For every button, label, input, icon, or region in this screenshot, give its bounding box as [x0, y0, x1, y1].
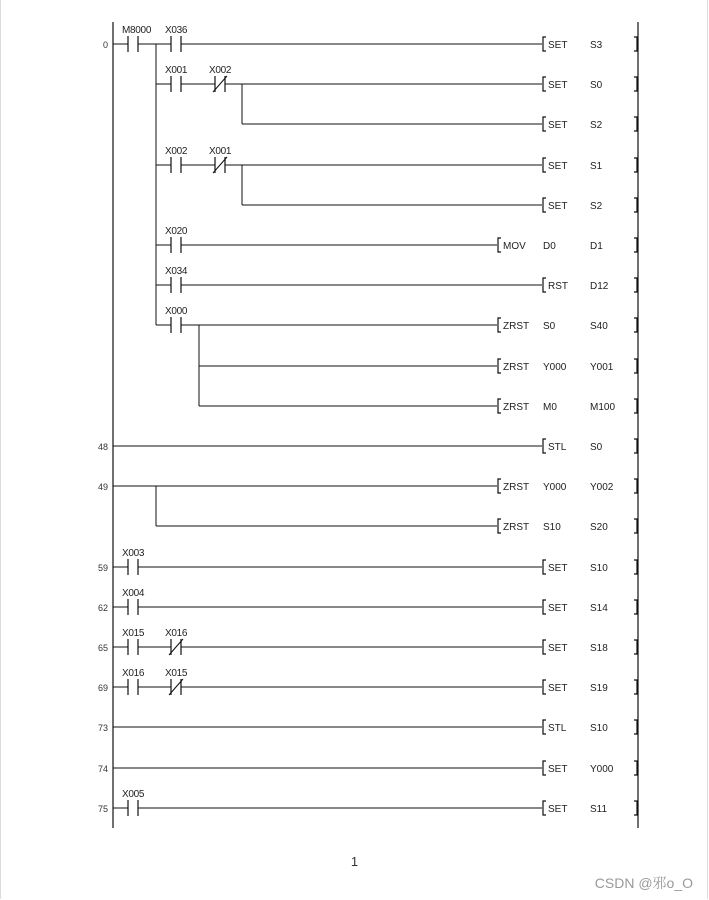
instruction-op-rst: RST	[548, 281, 568, 292]
instruction-bracket-open	[543, 600, 546, 614]
instruction-operand: S14	[590, 603, 608, 614]
step-number: 65	[97, 643, 108, 653]
step-number: 74	[97, 764, 108, 774]
instruction-operand-2: S40	[590, 321, 608, 332]
step-number: 69	[97, 683, 108, 693]
instruction-op-mov: MOV	[503, 241, 526, 252]
instruction-bracket-open	[498, 238, 501, 252]
instruction-bracket-close	[634, 318, 637, 332]
instruction-operand: S11	[590, 804, 608, 815]
instruction-bracket-open	[543, 560, 546, 574]
instruction-op-zrst: ZRST	[503, 522, 530, 533]
instruction-bracket-open	[543, 278, 546, 292]
step-number: 49	[97, 482, 108, 492]
instruction-bracket-open	[543, 439, 546, 453]
instruction-bracket-open	[543, 720, 546, 734]
instruction-operand-1: D0	[543, 241, 556, 252]
contact-label-x005: X005	[122, 789, 145, 800]
instruction-bracket-close	[634, 761, 637, 775]
instruction-operand-2: S20	[590, 522, 608, 533]
instruction-operand-1: Y000	[543, 482, 567, 493]
instruction-operand: S19	[590, 683, 608, 694]
contact-label-x001: X001	[165, 65, 188, 76]
instruction-bracket-close	[634, 640, 637, 654]
watermark-text: CSDN @邪o_O	[594, 875, 693, 891]
instruction-bracket-open	[498, 318, 501, 332]
instruction-operand-2: M100	[590, 402, 616, 413]
instruction-bracket-close	[634, 278, 637, 292]
contact-label-x034: X034	[165, 266, 188, 277]
instruction-op-zrst: ZRST	[503, 362, 530, 373]
instruction-bracket-open	[543, 37, 546, 51]
instruction-operand-2: Y002	[590, 482, 614, 493]
instruction-bracket-open	[543, 680, 546, 694]
instruction-bracket-close	[634, 439, 637, 453]
instruction-bracket-close	[634, 77, 637, 91]
instruction-operand: S10	[590, 723, 608, 734]
instruction-bracket-close	[634, 519, 637, 533]
contact-label-x020: X020	[165, 226, 188, 237]
instruction-operand: S1	[590, 161, 603, 172]
step-number: 62	[97, 603, 108, 613]
step-number: 48	[97, 442, 108, 452]
page-number: 1	[350, 854, 359, 869]
instruction-bracket-open	[543, 198, 546, 212]
instruction-bracket-close	[634, 198, 637, 212]
contact-label-x036: X036	[165, 25, 188, 36]
instruction-bracket-open	[543, 640, 546, 654]
instruction-bracket-open	[498, 359, 501, 373]
instruction-bracket-close	[634, 479, 637, 493]
contact-label-x015: X015	[122, 628, 145, 639]
instruction-bracket-close	[634, 359, 637, 373]
instruction-operand: D12	[590, 281, 609, 292]
instruction-bracket-close	[634, 238, 637, 252]
step-number: 73	[97, 723, 108, 733]
instruction-bracket-open	[498, 519, 501, 533]
instruction-op-set: SET	[548, 683, 568, 694]
instruction-operand: S0	[590, 80, 603, 91]
instruction-op-zrst: ZRST	[503, 321, 530, 332]
instruction-op-set: SET	[548, 161, 568, 172]
contact-label-m8000: M8000	[122, 25, 152, 36]
instruction-op-set: SET	[548, 603, 568, 614]
instruction-bracket-open	[543, 117, 546, 131]
instruction-bracket-open	[543, 761, 546, 775]
instruction-bracket-close	[634, 399, 637, 413]
instruction-op-set: SET	[548, 201, 568, 212]
instruction-operand-1: Y000	[543, 362, 567, 373]
instruction-op-set: SET	[548, 40, 568, 51]
instruction-bracket-close	[634, 680, 637, 694]
instruction-bracket-close	[634, 158, 637, 172]
instruction-operand: S10	[590, 563, 608, 574]
contact-label-x016: X016	[122, 668, 145, 679]
instruction-operand-1: S10	[543, 522, 561, 533]
contact-label-x015: X015	[165, 668, 188, 679]
instruction-op-set: SET	[548, 764, 568, 775]
instruction-operand: S2	[590, 120, 603, 131]
instruction-operand-1: S0	[543, 321, 556, 332]
step-number: 59	[97, 563, 108, 573]
contact-label-x003: X003	[122, 548, 145, 559]
instruction-operand: S18	[590, 643, 608, 654]
instruction-bracket-open	[498, 399, 501, 413]
contact-label-x000: X000	[165, 306, 188, 317]
instruction-operand-2: Y001	[590, 362, 614, 373]
instruction-operand-2: D1	[590, 241, 603, 252]
instruction-operand: S0	[590, 442, 603, 453]
step-number: 0	[102, 40, 108, 50]
instruction-bracket-open	[543, 77, 546, 91]
instruction-bracket-close	[634, 560, 637, 574]
instruction-op-set: SET	[548, 120, 568, 131]
instruction-bracket-close	[634, 37, 637, 51]
instruction-bracket-close	[634, 801, 637, 815]
instruction-op-set: SET	[548, 563, 568, 574]
step-number: 75	[97, 804, 108, 814]
contact-label-x001: X001	[209, 146, 232, 157]
instruction-operand: S3	[590, 40, 603, 51]
instruction-bracket-open	[543, 801, 546, 815]
instruction-op-stl: STL	[548, 723, 567, 734]
instruction-operand: Y000	[590, 764, 614, 775]
instruction-bracket-open	[498, 479, 501, 493]
instruction-op-set: SET	[548, 804, 568, 815]
contact-label-x016: X016	[165, 628, 188, 639]
contact-label-x002: X002	[165, 146, 188, 157]
instruction-op-zrst: ZRST	[503, 482, 530, 493]
instruction-bracket-close	[634, 600, 637, 614]
instruction-bracket-open	[543, 158, 546, 172]
instruction-bracket-close	[634, 117, 637, 131]
instruction-op-set: SET	[548, 80, 568, 91]
instruction-op-set: SET	[548, 643, 568, 654]
contact-label-x002: X002	[209, 65, 232, 76]
instruction-operand-1: M0	[543, 402, 557, 413]
contact-label-x004: X004	[122, 588, 145, 599]
instruction-op-stl: STL	[548, 442, 567, 453]
instruction-bracket-close	[634, 720, 637, 734]
instruction-operand: S2	[590, 201, 603, 212]
instruction-op-zrst: ZRST	[503, 402, 530, 413]
